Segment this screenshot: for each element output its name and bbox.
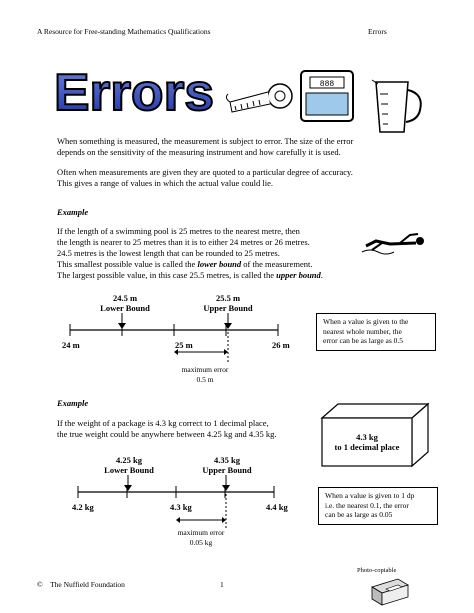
ex2-maxerr-label: maximum error — [177, 528, 225, 537]
ex1-lower-value: 24.5 m — [112, 293, 138, 303]
ex2-note-line3: can be as large as 0.05 — [325, 510, 393, 519]
footer-copyright: © The Nuffield Foundation — [37, 580, 125, 589]
example2-line1: If the weight of a package is 4.3 kg correct to 1 decimal place, — [57, 418, 269, 428]
photocopier-icon — [368, 575, 410, 607]
box-line2: to 1 decimal place — [334, 442, 400, 452]
ex1-tick-mid: 25 m — [175, 340, 193, 350]
ex2-upper-label: Upper Bound — [202, 465, 252, 475]
footer-photocopiable: Photo-copiable — [357, 567, 397, 574]
intro-p2-line1: Often when measurements are given they are quoted to a particular degree of accuracy. — [57, 167, 353, 177]
header-left: A Resource for Free-standing Mathematics Qualifications — [37, 27, 211, 36]
example1-line3: 24.5 metres is the lowest length that can be rounded to 25 metres. — [57, 248, 280, 258]
ex2-tick-mid: 4.3 kg — [170, 502, 192, 512]
page-title: Errors — [54, 64, 214, 118]
ex2-note-line2: i.e. the nearest 0.1, the error — [325, 500, 409, 510]
intro-p1-line2: depends on the sensitivity of the measuring instrument and how carefully it is used. — [57, 147, 341, 157]
ex1-note-line1: When a value is given to the — [323, 317, 409, 326]
ex2-note-box — [318, 487, 438, 525]
footer-page-number: 1 — [220, 580, 224, 589]
measuring-scale-icon — [298, 68, 358, 126]
example1-line5: The largest possible value, in this case 25.5 metres, is called the upper bound. — [57, 270, 323, 280]
measuring-jug-icon — [368, 76, 428, 136]
ex1-maxerr-value: 0.5 m — [196, 375, 214, 384]
swimmer-icon — [360, 232, 432, 256]
svg-text:888: 888 — [319, 80, 335, 89]
ex2-maxerr-value: 0.05 kg — [189, 538, 213, 547]
header-right: Errors — [368, 27, 387, 36]
example1-heading: Example — [57, 207, 89, 217]
upper-bound-term: upper bound — [276, 270, 321, 280]
ex1-note-line2: nearest whole number, the — [323, 326, 402, 336]
ex2-note-line1: When a value is given to 1 dp — [325, 491, 415, 500]
lower-bound-term: lower bound — [197, 259, 242, 269]
intro-p2-line2: This gives a range of values in which the actual value could lie. — [57, 178, 273, 188]
ex1-note-line3: error can be as large as 0.5 — [323, 336, 404, 345]
ex2-lower-label: Lower Bound — [104, 465, 154, 475]
ex2-upper-value: 4.35 kg — [214, 455, 240, 465]
ex2-tick-right: 4.4 kg — [266, 502, 288, 512]
ex1-upper-value: 25.5 m — [215, 293, 241, 303]
intro-p1-line1: When something is measured, the measurement is subject to error. The size of the error — [57, 136, 354, 146]
ex2-tick-left: 4.2 kg — [72, 502, 94, 512]
ex1-tick-left: 24 m — [62, 340, 80, 350]
ex1-lower-label: Lower Bound — [100, 303, 150, 313]
title-banner — [50, 60, 220, 118]
example1-line2: the length is nearer to 25 metres than it is to either 24 metres or 26 metres. — [57, 237, 310, 247]
example1-line1: If the length of a swimming pool is 25 metres to the nearest metre, then — [57, 226, 300, 236]
box-line1: 4.3 kg — [356, 432, 378, 442]
tape-measure-icon — [222, 68, 297, 120]
ex1-tick-right: 26 m — [272, 340, 290, 350]
ex1-upper-label: Upper Bound — [203, 303, 253, 313]
ex1-maxerr-label: maximum error — [181, 365, 229, 374]
ex1-note-box — [316, 313, 436, 351]
example1-line4: This smallest possible value is called the lower bound of the measurement. — [57, 259, 313, 269]
example2-heading: Example — [57, 398, 89, 408]
ex2-lower-value: 4.25 kg — [116, 455, 142, 465]
example2-line2: the true weight could be anywhere between 4.25 kg and 4.35 kg. — [57, 429, 277, 439]
